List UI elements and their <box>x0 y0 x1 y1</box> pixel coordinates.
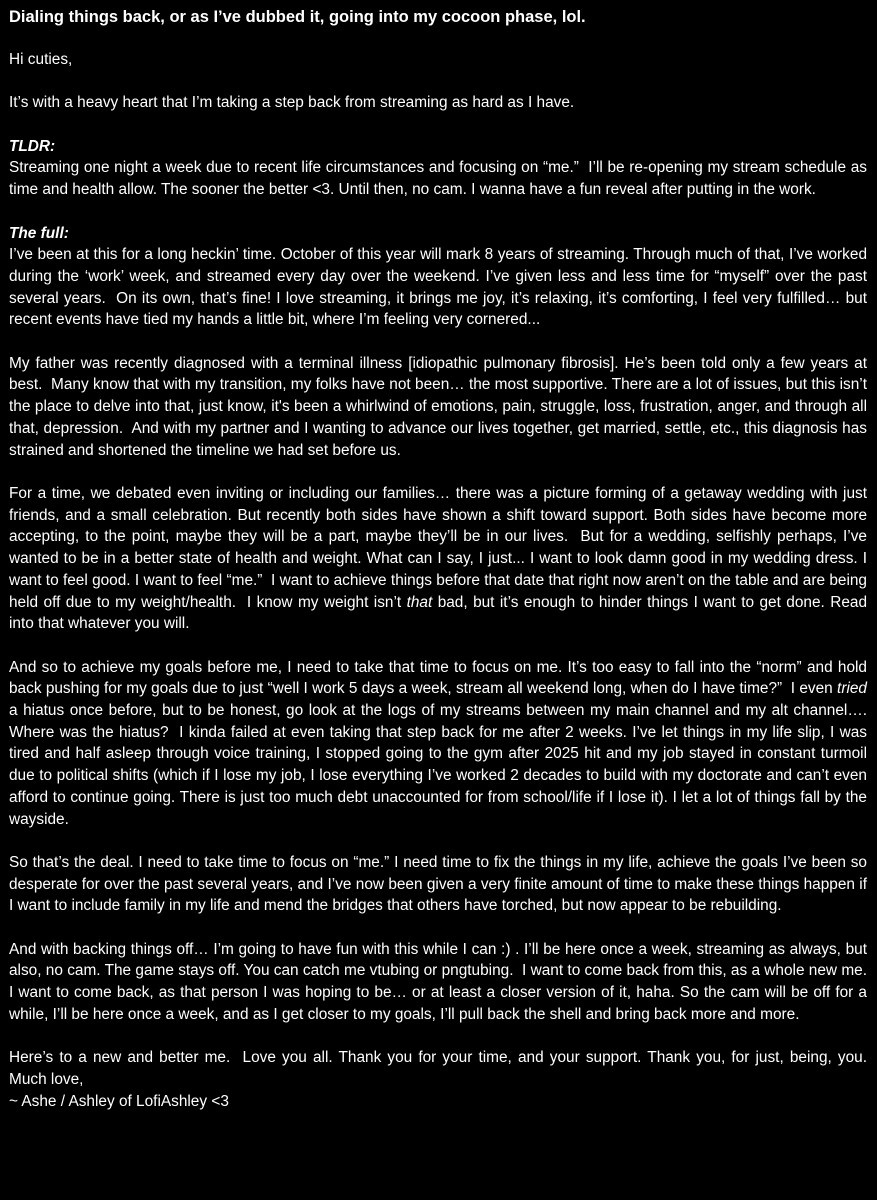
paragraph-4-after: a hiatus once before, but to be honest, go look at the logs of my streams between my main channel and my alt channel…. Where was the hiatus? I kinda failed at even taking that step back for me after 2 weeks. I’ve let things in my life slip, I was tired and half asleep through voice training, I stopped going to the gym after 2025 hit and my job stayed in constant turmoil due to political shifts (which if I lose my job, I lose everything I’ve worked 2 decades to build with my doctorate and can’t even afford to continue going. There is just too much debt unaccounted for from school/life if I lose it). I let a lot of things fall by the wayside. <box>9 680 872 828</box>
paragraph-goals <box>9 657 872 831</box>
paragraph-5-text: So that’s the deal. I need to take time to focus on “me.” I need time to fix the things in my life, achieve the goals I’ve been so desperate for over the past several years, and I’ve now been given a very finite amount of time to make these things happen if I want to include family in my life and mend the bridges that others have torched, but now appear to be rebuilding. <box>9 853 872 915</box>
page-title: Dialing things back, or as I’ve dubbed it, going into my cocoon phase, lol. <box>9 8 586 26</box>
signature: ~ Ashe / Ashley of LofiAshley <3 <box>9 1092 229 1110</box>
tldr-text: Streaming one night a week due to recent life circumstances and focusing on “me.” I’ll be re-opening my stream schedule as time and health allow. The sooner the better <3. Until then, no cam. I wanna have a fun reveal after putting in the work. <box>9 159 872 199</box>
paragraph-3-emphasis: that <box>406 593 433 611</box>
greeting-text: Hi cuties, <box>9 51 73 68</box>
full-label: The full: <box>9 224 69 242</box>
paragraph-4-before: And so to achieve my goals before me, I need to take that time to focus on me. It’s too easy to fall into the “norm” and hold back pushing for my goals due to just “well I work 5 days a week, stream all weekend long, when do I have time?” I even <box>9 658 872 698</box>
paragraph-3-after: bad, but it’s enough to hinder things I want to get done. Read into that whatever you will. <box>9 593 872 633</box>
paragraph-father-diagnosis <box>9 353 872 462</box>
paragraph-4-emphasis: tried <box>837 680 867 698</box>
paragraph-the-deal <box>9 852 872 917</box>
tldr-label: TLDR: <box>9 137 56 155</box>
tldr-section <box>9 136 872 201</box>
closing-section <box>9 1047 876 1112</box>
closing-text: Here’s to a new and better me. Love you all. Thank you for your time, and your support. Thank you, for just, being, you. Much love, <box>9 1049 876 1088</box>
intro-paragraph <box>9 92 867 114</box>
paragraph-3-before: For a time, we debated even inviting or including our families… there was a picture forming of a getaway wedding with just friends, and a small celebration. But recently both sides have shown a shift toward support. Both sides have become more accepting, to the point, maybe they will be a part, maybe they’ll be in our lives. But for a wedding, selfishly perhaps, I’ve wanted to be in a better state of health and weight. What can I say, I just... I want to look damn good in my wedding dress. I want to feel good. I want to feel “me.” I want to achieve things before that date that right now aren’t on the table and are being held off due to my weight/health. I know my weight isn’t <box>9 484 872 611</box>
paragraph-backing-off <box>9 939 872 1026</box>
paragraph-wedding <box>9 483 872 635</box>
full-paragraph-1: I’ve been at this for a long heckin’ time. October of this year will mark 8 years of streaming. Through much of that, I’ve worked during the ‘work’ week, and streamed every day over the weekend. I’ve given less and less time for “myself” over the past several years. On its own, that’s fine! I love streaming, it brings me joy, it’s relaxing, it’s comforting, I feel very fulfilled… but recent events have tied my hands a little bit, where I’m feeling very cornered... <box>9 246 872 329</box>
full-section <box>9 223 872 332</box>
greeting <box>9 49 867 71</box>
paragraph-6-text: And with backing things off… I’m going to have fun with this while I can :) . I’ll be here once a week, streaming as always, but also, no cam. The game stays off. You can catch me vtubing or pngtubing. I want to come back from this, as a whole new me. I want to come back, as that person I was hoping to be… or at least a closer version of it, haha. So the cam will be off for a while, I’ll be here once a week, and as I get closer to my goals, I’ll pull back the shell and bring back more and more. <box>9 940 872 1023</box>
intro-text: It’s with a heavy heart that I’m taking a step back from streaming as hard as I have. <box>9 94 575 112</box>
paragraph-2-text: My father was recently diagnosed with a terminal illness [idiopathic pulmonary fibrosis]. He’s been told only a few years at best. Many know that with my transition, my folks have not been… the most supportive. There are a lot of issues, but this isn’t the place to delve into that, just know, it's been a whirlwind of emotions, pain, struggle, loss, frustration, anger, and through all that, depression. And with my partner and I wanting to advance our lives together, get married, settle, etc., this diagnosis has strained and shortened the timeline we had set before us. <box>9 354 872 459</box>
